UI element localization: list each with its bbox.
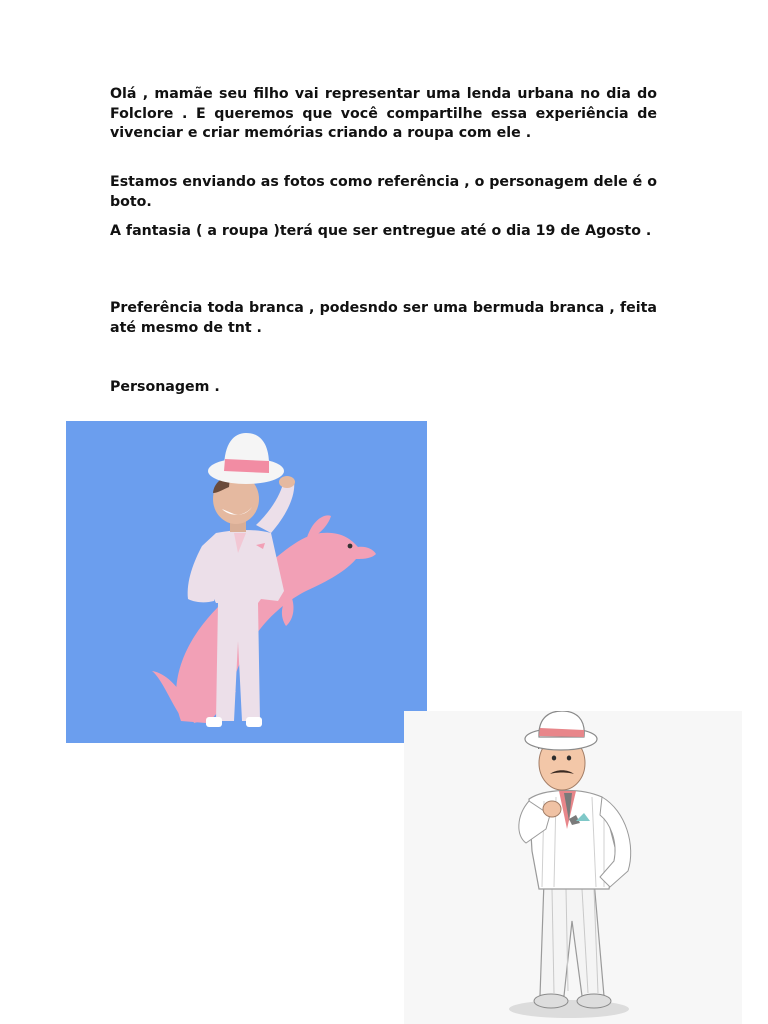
boto-cartoon-man-illustration bbox=[404, 711, 742, 1024]
white-hat-icon bbox=[208, 433, 284, 484]
deadline-paragraph: A fantasia ( a roupa )terá que ser entregue até o dia 19 de Agosto . bbox=[110, 223, 652, 239]
character-label: Personagem . bbox=[110, 379, 220, 395]
photos-paragraph: Estamos enviando as fotos como referência , o personagem dele é o boto. bbox=[110, 174, 657, 210]
intro-paragraph: Olá , mamãe seu filho vai representar uma lenda urbana no dia do Folclore . E queremos que você compartilhe essa experiência de vivenciar e criar memórias criando a roupa com ele . bbox=[110, 86, 657, 141]
boto-dolphin-illustration bbox=[66, 421, 427, 743]
white-hat-icon bbox=[525, 711, 597, 750]
preference-paragraph: Preferência toda branca , podesndo ser uma bermuda branca , feita até mesmo de tnt . bbox=[110, 300, 657, 336]
